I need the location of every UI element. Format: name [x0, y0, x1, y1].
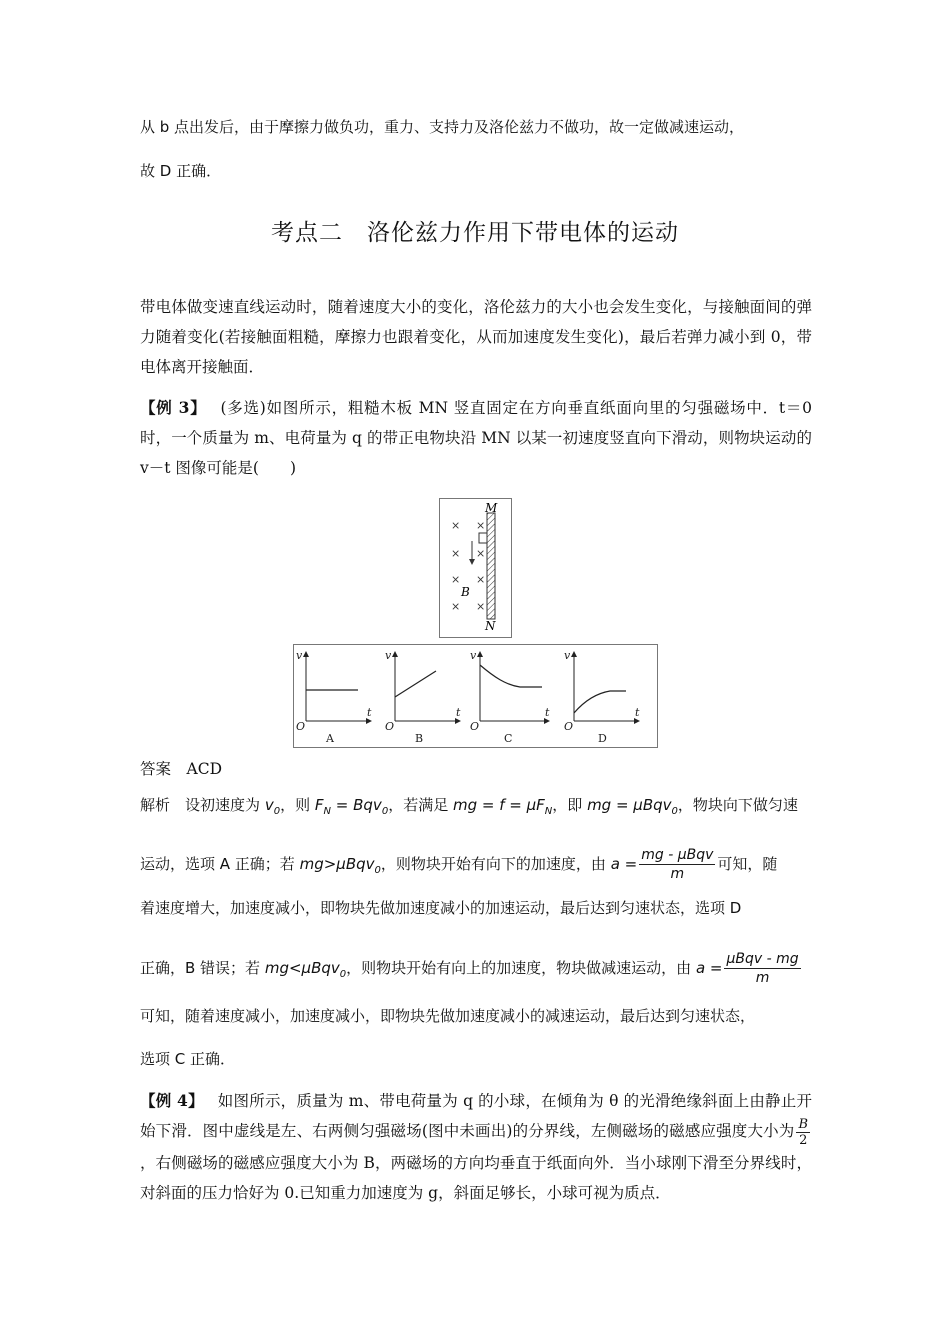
option-b-label: B	[415, 732, 424, 745]
math-fn: $F_N = Bqv_0$	[314, 796, 389, 817]
option-c-label: C	[504, 732, 513, 745]
math-a: a =	[610, 855, 638, 873]
axis-v-label: v	[470, 649, 477, 662]
math-a: a =	[695, 959, 723, 977]
analysis-text: ，物块向下做匀速	[677, 796, 798, 814]
example-3-text: (多选)如图所示，粗糙木板 MN 竖直固定在方向垂直纸面向里的匀强磁场中．t＝0 时，一个质量为 m、电荷量为 q 的带正电物块沿 MN 以某一初速度竖直向下滑动，则物块运动的 v－t 图像可能是( )	[140, 399, 812, 477]
analysis-text: 运动，选项 A 正确；若	[140, 855, 295, 873]
curve-d	[574, 691, 626, 713]
axis-t-label: t	[545, 706, 550, 719]
answer-line	[140, 754, 812, 784]
analysis-line-6: 选项 C 正确．	[140, 1050, 236, 1068]
field-cross: ×	[476, 600, 486, 613]
arrow-head-icon	[469, 559, 475, 565]
example-3-paragraph	[140, 393, 812, 483]
continuation-line-2: 故 D 正确．	[140, 162, 222, 180]
field-cross: ×	[451, 547, 461, 560]
example-4-tag: 【例 4】	[140, 1091, 204, 1110]
example-4-paragraph	[140, 1086, 812, 1208]
origin-label: O	[564, 720, 574, 733]
magnetic-field-figure	[439, 498, 512, 638]
vt-graph-options	[293, 644, 658, 748]
graph-a	[296, 649, 372, 745]
charged-block	[479, 533, 487, 543]
field-cross: ×	[451, 573, 461, 586]
axis-v-label: v	[564, 649, 571, 662]
axis-t-label: t	[635, 706, 640, 719]
graph-b	[385, 649, 461, 745]
fraction-1: $\frac{\text{mg - μBqv}}{m}$	[641, 847, 714, 882]
axis-v-label: v	[385, 649, 392, 662]
analysis-line-3: 着速度增大，加速度减小，即物块先做加速度减小的加速运动，最后达到匀速状态，选项 D	[140, 899, 742, 917]
origin-label: O	[470, 720, 480, 733]
analysis-text: ，则物块开始有向上的加速度，物块做减速运动，由	[346, 959, 692, 977]
analysis-line-1	[140, 790, 820, 827]
origin-label: O	[296, 720, 306, 733]
math-eq5: mg<μBqv$_0$	[264, 959, 347, 980]
axis-t-label: t	[456, 706, 461, 719]
axis-t-label: t	[367, 706, 372, 719]
example-3-tag: 【例 3】	[140, 398, 207, 417]
field-cross: ×	[476, 573, 486, 586]
analysis-text: ，则	[280, 796, 311, 814]
field-cross: ×	[451, 600, 461, 613]
math-v0: $v_0$	[264, 796, 281, 817]
graph-c	[470, 649, 550, 745]
curve-b	[395, 671, 436, 697]
math-eq2: mg = $f = \mu F_N$	[452, 796, 553, 817]
analysis-text: 正确，B 错误；若	[140, 959, 261, 977]
analysis-text: ，则物块开始有向下的加速度，由	[380, 855, 606, 873]
option-a-label: A	[326, 732, 334, 745]
origin-label: O	[385, 720, 395, 733]
math-eq4: mg>μBqv$_0$	[299, 855, 381, 876]
curve-c	[480, 665, 542, 687]
graph-d	[564, 649, 640, 745]
section-title: 考点二 洛伦兹力作用下带电体的运动	[271, 220, 679, 246]
math-eq3: mg = μBqv$_0$	[587, 796, 678, 817]
label-n: N	[485, 619, 496, 633]
mn-board	[487, 513, 495, 619]
fraction-b-over-2: $\frac{B}{2}$	[798, 1116, 808, 1148]
analysis-label: 解析	[140, 796, 171, 814]
example-4-text: 如图所示，质量为 m、带电荷量为 q 的小球，在倾角为 θ 的光滑绝缘斜面上由静止开始下滑．图中虚线是左、右两侧匀强磁场(图中未画出)的分界线，左侧磁场的磁感应强度大小为	[140, 1092, 813, 1140]
answer-value: ACD	[186, 760, 223, 778]
field-cross: ×	[451, 519, 461, 532]
field-cross: ×	[476, 547, 486, 560]
analysis-text: ，若满足	[388, 796, 449, 814]
label-m: M	[485, 501, 498, 515]
analysis-line-4	[140, 950, 820, 990]
label-b: B	[461, 585, 470, 599]
answer-label: 答案	[140, 760, 172, 778]
fraction-2: $\frac{\text{μBqv - mg}}{m}$	[726, 951, 799, 986]
option-d-label: D	[598, 732, 607, 745]
analysis-text: 可知，随	[717, 855, 778, 873]
analysis-text: ，即	[552, 796, 583, 814]
analysis-line-5: 可知，随着速度减小，加速度减小，即物块先做加速度减小的减速运动，最后达到匀速状态，	[140, 1007, 756, 1025]
axis-v-label: v	[296, 649, 303, 662]
field-cross: ×	[476, 519, 486, 532]
example-4-text-cont: ，右侧磁场的磁感应强度大小为 B，两磁场的方向均垂直于纸面向外．当小球刚下滑至分界线时，对斜面的压力恰好为 0.已知重力加速度为 g，斜面足够长，小球可视为质点．	[140, 1153, 812, 1202]
analysis-text: 设初速度为	[185, 796, 261, 814]
continuation-line-1: 从 b 点出发后，由于摩擦力做负功，重力、支持力及洛伦兹力不做功，故一定做减速运动，	[140, 118, 745, 136]
analysis-line-2	[140, 846, 820, 886]
intro-paragraph: 带电体做变速直线运动时，随着速度大小的变化，洛伦兹力的大小也会发生变化，与接触面间的弹力随着变化(若接触面粗糙，摩擦力也跟着变化，从而加速度发生变化)，最后若弹力减小到 0，带电体离开接触面．	[140, 298, 812, 376]
